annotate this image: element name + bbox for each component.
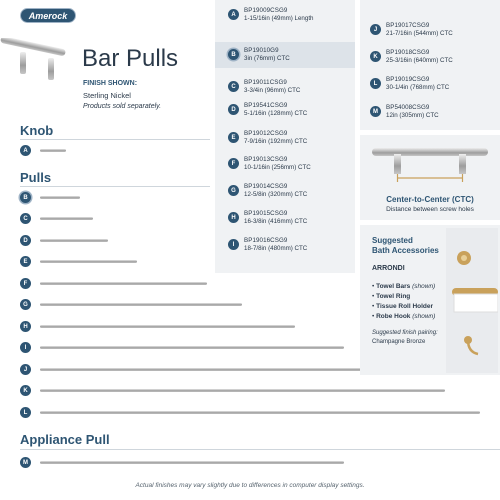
sku-f-code: BP19013CSG9 <box>244 156 288 163</box>
hero-bar-pull-image <box>0 38 70 88</box>
sku-b-badge: B <box>228 49 239 60</box>
sku-e-badge: E <box>228 132 239 143</box>
sku-k-code: BP19018CSG9 <box>386 49 430 56</box>
bar-pull-h <box>40 325 295 328</box>
sku-h-size: 16-3/8in (416mm) CTC <box>244 217 308 225</box>
sku-i-code: BP19016CSG9 <box>244 237 288 244</box>
accessories-list <box>372 282 435 322</box>
accessories-collection: ARRONDI <box>372 265 405 272</box>
accessory-item: • Robe Hook (shown) <box>372 313 436 320</box>
accessory-photo <box>446 228 498 373</box>
pulls-section-title: Pulls <box>20 170 52 185</box>
sku-l-badge: L <box>370 78 381 89</box>
bar-pull-g <box>40 303 242 306</box>
row-k-badge: K <box>20 385 31 396</box>
row-i-badge: I <box>20 342 31 353</box>
sku-e-size: 7-9/16in (192mm) CTC <box>244 137 308 145</box>
sku-k-badge: K <box>370 51 381 62</box>
ctc-title: Center-to-Center (CTC) <box>386 195 474 204</box>
sku-j-badge: J <box>370 24 381 35</box>
sku-j-size: 21-7/16in (544mm) CTC <box>386 29 453 37</box>
row-c-badge: C <box>20 213 31 224</box>
knob-divider <box>20 139 210 140</box>
sku-g-size: 12-5/8in (320mm) CTC <box>244 190 308 198</box>
row-l-badge: L <box>20 407 31 418</box>
row-e-badge: E <box>20 256 31 267</box>
bar-pull-m <box>40 461 344 464</box>
sku-a <box>244 7 313 22</box>
bar-pull-i <box>40 346 344 349</box>
brand-logo-text: Amerock <box>28 10 68 21</box>
bar-pull-a <box>40 149 66 152</box>
sku-i-size: 18-7/8in (480mm) CTC <box>244 244 308 252</box>
row-j-badge: J <box>20 364 31 375</box>
sku-e-code: BP19012CSG9 <box>244 130 288 137</box>
sku-b-code: BP19010G9 <box>244 47 279 54</box>
accessories-title <box>372 236 439 256</box>
accessory-item: • Towel Ring <box>372 293 411 300</box>
accessory-item: • Tissue Roll Holder <box>372 303 434 310</box>
appliance-divider <box>20 449 500 450</box>
sku-m-size: 12in (305mm) CTC <box>386 111 439 119</box>
row-m-badge: M <box>20 457 31 468</box>
sku-m-code: BP54008CSG9 <box>386 104 430 111</box>
bar-pull-e <box>40 260 137 263</box>
sku-b <box>244 47 290 62</box>
sku-d <box>244 102 307 117</box>
pulls-divider <box>20 186 210 187</box>
pairing-value: Champagne Bronze <box>372 339 426 345</box>
sku-g-code: BP19014CSG9 <box>244 183 288 190</box>
sku-d-badge: D <box>228 104 239 115</box>
row-g-badge: G <box>20 299 31 310</box>
sku-h-badge: H <box>228 212 239 223</box>
pairing-label: Suggested finish pairing: <box>372 330 438 336</box>
sku-e <box>244 130 307 145</box>
sku-i-badge: I <box>228 239 239 250</box>
sku-d-code: BP19541CSG9 <box>244 102 288 109</box>
sku-g <box>244 183 307 198</box>
sku-g-badge: G <box>228 185 239 196</box>
sku-c-badge: C <box>228 81 239 92</box>
products-note: Products sold separately. <box>83 103 162 110</box>
bar-pull-j <box>40 368 383 371</box>
sku-j-code: BP19017CSG9 <box>386 22 430 29</box>
sku-i <box>244 237 307 252</box>
sku-f-size: 10-1/16in (256mm) CTC <box>244 163 311 171</box>
sku-c <box>244 79 300 94</box>
page-title: Bar Pulls <box>82 45 179 72</box>
ctc-description: Distance between screw holes <box>386 206 474 213</box>
sku-k <box>386 49 453 64</box>
bar-pull-d <box>40 239 108 242</box>
sku-h-code: BP19015CSG9 <box>244 210 288 217</box>
sku-m <box>386 104 439 119</box>
footer-disclaimer: Actual finishes may vary slightly due to differences in computer display settings. <box>135 482 365 489</box>
knob-section-title: Knob <box>20 123 54 138</box>
sku-b-size: 3in (76mm) CTC <box>244 54 290 62</box>
bar-pull-l <box>40 411 480 414</box>
row-h-badge: H <box>20 321 31 332</box>
row-f-badge: F <box>20 278 31 289</box>
row-d-badge: D <box>20 235 31 246</box>
sku-l-size: 30-1/4in (768mm) CTC <box>386 83 450 91</box>
sku-a-code: BP19009CSG9 <box>244 7 288 14</box>
finish-value: Sterling Nickel <box>83 91 131 100</box>
accessories-title-line1: Suggested <box>372 236 413 245</box>
sku-c-code: BP19011CSG9 <box>244 79 287 86</box>
sku-f-badge: F <box>228 158 239 169</box>
finish-label: FINISH SHOWN: <box>83 80 138 87</box>
bar-pull-k <box>40 389 445 392</box>
sku-d-size: 5-1/16in (128mm) CTC <box>244 109 308 117</box>
row-a-badge: A <box>20 145 31 156</box>
bar-pull-b <box>40 196 80 199</box>
sku-l <box>386 76 449 91</box>
sku-a-badge: A <box>228 9 239 20</box>
brand-logo <box>20 8 76 23</box>
accessories-title-line2: Bath Accessories <box>372 246 439 255</box>
sku-a-size: 1-15/16in (49mm) Length <box>244 14 314 22</box>
row-b-badge: B <box>20 192 31 203</box>
sku-k-size: 25-3/16in (640mm) CTC <box>386 56 453 64</box>
sku-m-badge: M <box>370 106 381 117</box>
bar-pull-c <box>40 217 93 220</box>
sku-c-size: 3-3/4in (96mm) CTC <box>244 86 301 94</box>
ctc-diagram-image <box>368 140 492 188</box>
sku-j <box>386 22 453 37</box>
sku-h <box>244 210 307 225</box>
sku-f <box>244 156 311 171</box>
sku-l-code: BP19019CSG9 <box>386 76 430 83</box>
bar-pull-f <box>40 282 207 285</box>
appliance-section-title: Appliance Pull <box>20 432 110 447</box>
accessory-item: • Towel Bars (shown) <box>372 283 436 290</box>
